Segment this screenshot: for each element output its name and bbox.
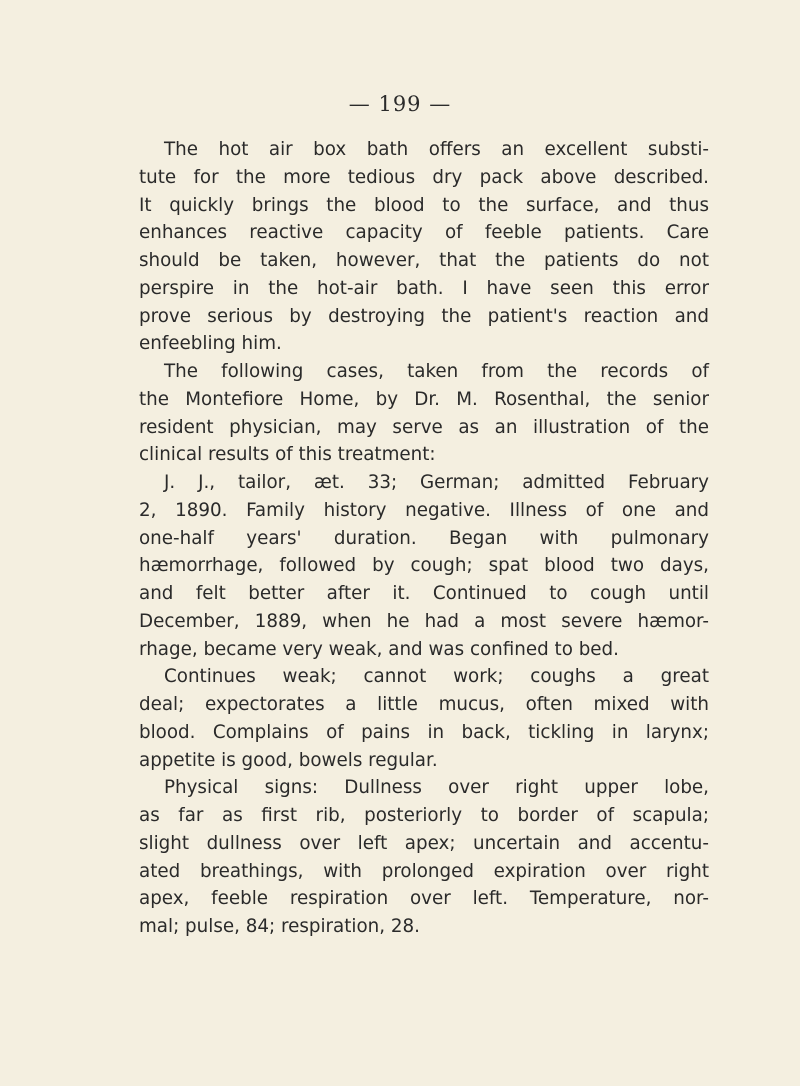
text-line: resident physician, may serve as an illustration of the: [139, 416, 709, 438]
text-line: Physical signs: Dullness over right upper lobe,: [164, 777, 709, 799]
text-line: December, 1889, when he had a most severe hæmor-: [139, 610, 709, 632]
text-line: enhances reactive capacity of feeble patients. Care: [139, 222, 709, 244]
paragraph: [139, 469, 709, 663]
text-line: apex, feeble respiration over left. Temperature, nor-: [139, 888, 709, 910]
body-text: [139, 136, 709, 941]
text-line: prove serious by destroying the patient's reaction and: [139, 305, 709, 327]
text-line: ated breathings, with prolonged expiration over right: [139, 860, 709, 882]
paragraph: [139, 663, 709, 774]
text-line: mal; pulse, 84; respiration, 28.: [139, 916, 420, 937]
text-line: and felt better after it. Continued to cough until: [139, 583, 709, 604]
text-line: 2, 1890. Family history negative. Illness of one and: [139, 499, 709, 521]
text-line: deal; expectorates a little mucus, often mixed with: [139, 694, 709, 715]
text-line: blood. Complains of pains in back, tickling in larynx;: [139, 721, 709, 743]
text-line: The hot air box bath offers an excellent substi-: [164, 139, 709, 160]
text-line: clinical results of this treatment:: [139, 444, 436, 466]
text-line: appetite is good, bowels regular.: [139, 749, 438, 771]
text-line: It quickly brings the blood to the surface, and thus: [139, 194, 709, 216]
text-line: slight dullness over left apex; uncertain and accentu-: [139, 832, 709, 854]
text-line: Continues weak; cannot work; coughs a great: [164, 666, 709, 688]
text-line: the Montefiore Home, by Dr. M. Rosenthal, the senior: [139, 388, 709, 410]
paragraph: [139, 358, 709, 469]
paragraph: [139, 774, 709, 941]
text-line: tute for the more tedious dry pack above described.: [139, 166, 709, 188]
text-line: The following cases, taken from the records of: [164, 361, 709, 382]
text-line: hæmorrhage, followed by cough; spat blood two days,: [139, 555, 709, 577]
paragraph: [139, 136, 709, 358]
text-line: J. J., tailor, æt. 33; German; admitted February: [164, 472, 709, 493]
page-number: — 199 —: [348, 92, 452, 116]
text-line: perspire in the hot-air bath. I have seen this error: [139, 277, 709, 299]
text-line: should be taken, however, that the patients do not: [139, 250, 709, 271]
text-line: as far as first rib, posteriorly to border of scapula;: [139, 805, 709, 826]
text-line: enfeebling him.: [139, 333, 282, 355]
text-line: one-half years' duration. Began with pulmonary: [139, 527, 709, 549]
text-line: rhage, became very weak, and was confined to bed.: [139, 638, 619, 660]
